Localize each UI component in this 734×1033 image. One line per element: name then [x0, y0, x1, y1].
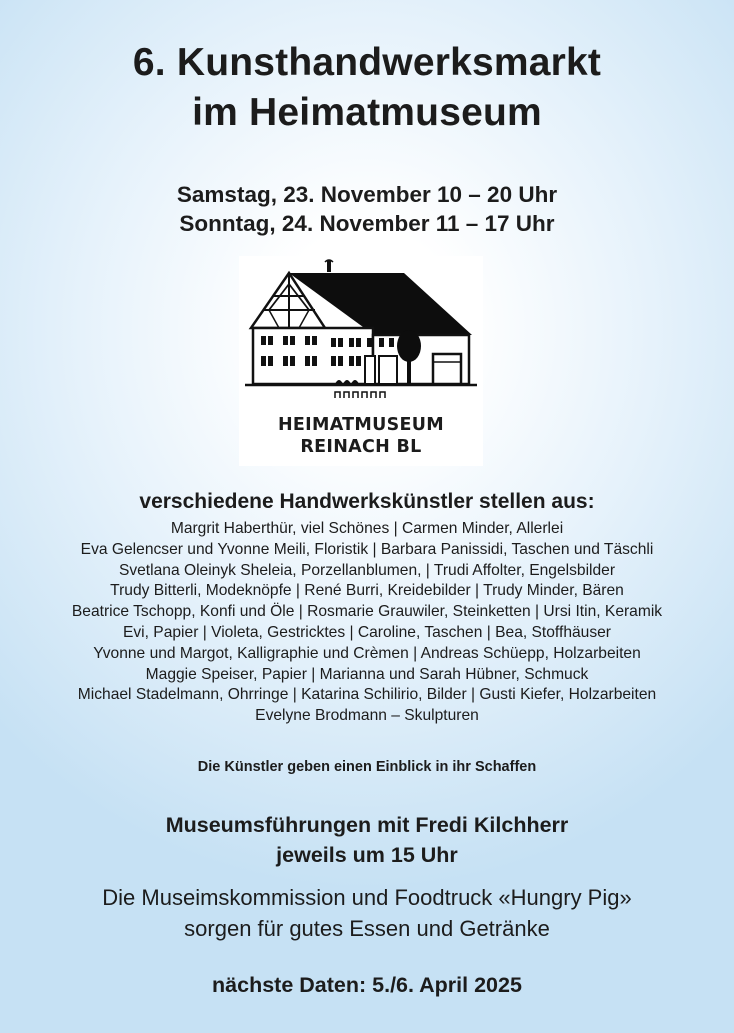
artist-line: Svetlana Oleinyk Sheleia, Porzellanblumen, | Trudi Affolter, Engelsbilder — [118, 561, 616, 579]
museum-logo — [239, 256, 483, 466]
artists-list — [0, 519, 734, 727]
artists-heading: verschiedene Handwerkskünstler stellen aus: — [139, 490, 595, 513]
food-line-2: sorgen für gutes Essen und Getränke — [184, 916, 550, 941]
tours-line-1: Museumsführungen mit Fredi Kilchherr — [165, 813, 569, 837]
artist-line: Michael Stadelmann, Ohrringe | Katarina Schilirio, Bilder | Gusti Kiefer, Holzarbeiten — [77, 686, 657, 704]
date-saturday: Samstag, 23. November 10 – 20 Uhr — [176, 182, 558, 207]
title-line-2: im Heimatmuseum — [192, 91, 542, 134]
next-dates: nächste Daten: 5./6. April 2025 — [212, 973, 522, 997]
food-line-1: Die Museimskommission und Foodtruck «Hungry Pig» — [102, 885, 632, 910]
artist-line: Trudy Bitterli, Modeknöpfe | René Burri, Kreidebilder | Trudy Minder, Bären — [110, 582, 624, 600]
logo-line-2: REINACH BL — [300, 437, 422, 457]
food-info — [0, 882, 734, 944]
title-line-1: 6. Kunsthandwerksmarkt — [132, 41, 602, 84]
artist-line: Evelyne Brodmann – Skulpturen — [255, 707, 479, 725]
artist-line: Maggie Speiser, Papier | Marianna und Sarah Hübner, Schmuck — [145, 665, 589, 683]
artist-line: Eva Gelencser und Yvonne Meili, Floristik | Barbara Panissidi, Taschen und Täschli — [80, 540, 654, 558]
artist-line: Beatrice Tschopp, Konfi und Öle | Rosmarie Grauwiler, Steinketten | Ursi Itin, Keramik — [71, 603, 663, 621]
museum-building-icon — [239, 256, 483, 406]
insight-note: Die Künstler geben einen Einblick in ihr Schaffen — [197, 759, 537, 775]
artist-line: Yvonne und Margot, Kalligraphie und Crèmen | Andreas Schüepp, Holzarbeiten — [93, 644, 641, 662]
artist-line: Margrit Haberthür, viel Schönes | Carmen Minder, Allerlei — [170, 520, 564, 537]
museum-tours — [0, 810, 734, 870]
date-sunday: Sonntag, 24. November 11 – 17 Uhr — [179, 211, 555, 236]
museum-logo-text — [239, 414, 483, 458]
artist-line: Evi, Papier | Violeta, Gestricktes | Caroline, Taschen | Bea, Stoffhäuser — [122, 623, 611, 641]
poster-title — [0, 38, 734, 138]
event-dates — [0, 180, 734, 238]
tours-line-2: jeweils um 15 Uhr — [276, 843, 458, 867]
logo-line-1: HEIMATMUSEUM — [277, 415, 445, 435]
